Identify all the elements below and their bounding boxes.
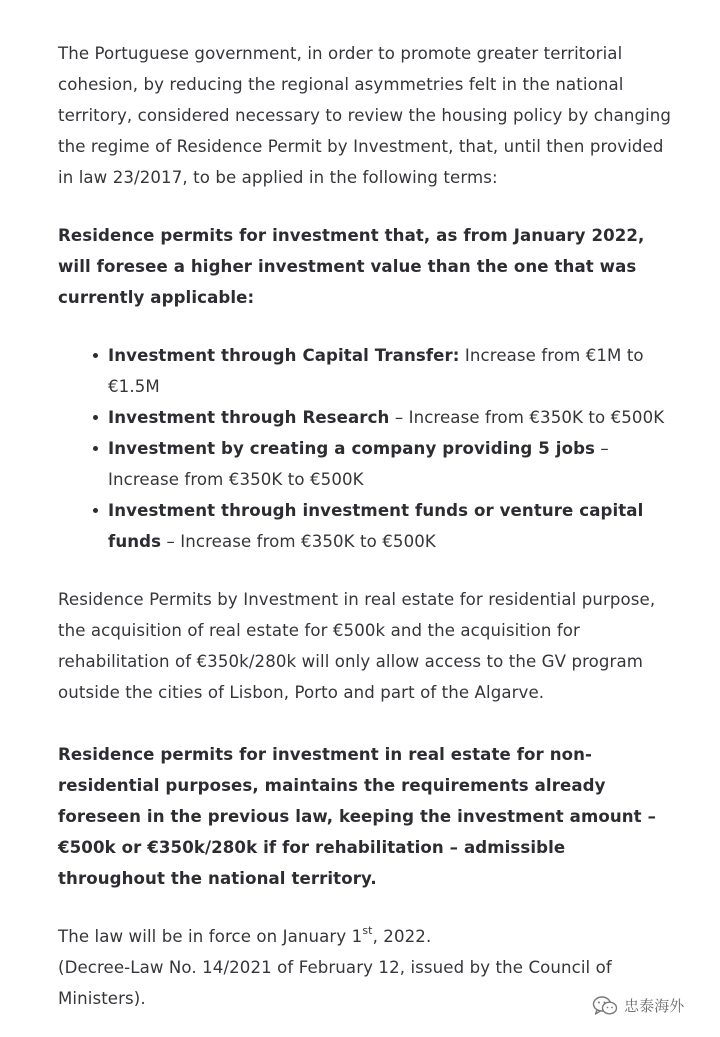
list-item-title: Investment through Research — [108, 408, 390, 427]
watermark — [592, 995, 684, 1017]
list-item — [108, 433, 674, 495]
watermark-text: 忠泰海外 — [624, 997, 685, 1015]
article-body — [58, 38, 674, 1014]
list-item-text: – Increase from €350K to €500K — [161, 532, 436, 551]
list-item-text: – Increase from €350K to €500K — [108, 439, 609, 489]
section-heading-non-residential: Residence permits for investment in real estate for non-residential purposes, maintains the requirements already foreseen in the previous law, keeping the investment amount – €500k or €350k/280k if for rehabilitation – admissible throughout the national territory. — [58, 745, 656, 888]
list-item-text: – Increase from €350K to €500K — [389, 408, 665, 427]
in-force-year: , 2022. — [372, 927, 432, 946]
residential-paragraph: Residence Permits by Investment in real estate for residential purpose, the acquisition of real estate for €500k and the acquisition for rehabilitation of €350k/280k will only allow access to the GV program outside the cities of Lisbon, Porto and part of the Algarve. — [58, 590, 656, 702]
in-force-line — [58, 921, 674, 952]
list-item — [108, 340, 674, 402]
decree-reference: (Decree-Law No. 14/2021 of February 12, issued by the Council of Ministers). — [58, 958, 612, 1008]
intro-paragraph: The Portuguese government, in order to promote greater territorial cohesion, by reducing the regional asymmetries felt in the national territory, considered necessary to review the housing policy by changing the regime of Residence Permit by Investment, that, until then provided in law 23/2017, to be applied in the following terms: — [58, 44, 672, 187]
list-item-title: Investment through investment funds or venture capital funds — [108, 501, 644, 551]
section-heading-higher-investment: Residence permits for investment that, as from January 2022, will foresee a higher investment value than the one that was currently applicable: — [58, 226, 645, 307]
list-item-title: Investment through Capital Transfer: — [108, 346, 460, 365]
list-item — [108, 495, 674, 557]
in-force-text: The law will be in force on January 1 — [58, 927, 363, 946]
list-item — [108, 402, 674, 433]
ordinal-suffix: st — [362, 924, 373, 938]
list-item-text: Increase from €1M to €1.5M — [108, 346, 644, 396]
list-item-title: Investment by creating a company providing 5 jobs — [108, 439, 596, 458]
wechat-icon — [592, 995, 618, 1017]
investment-list — [58, 340, 674, 557]
